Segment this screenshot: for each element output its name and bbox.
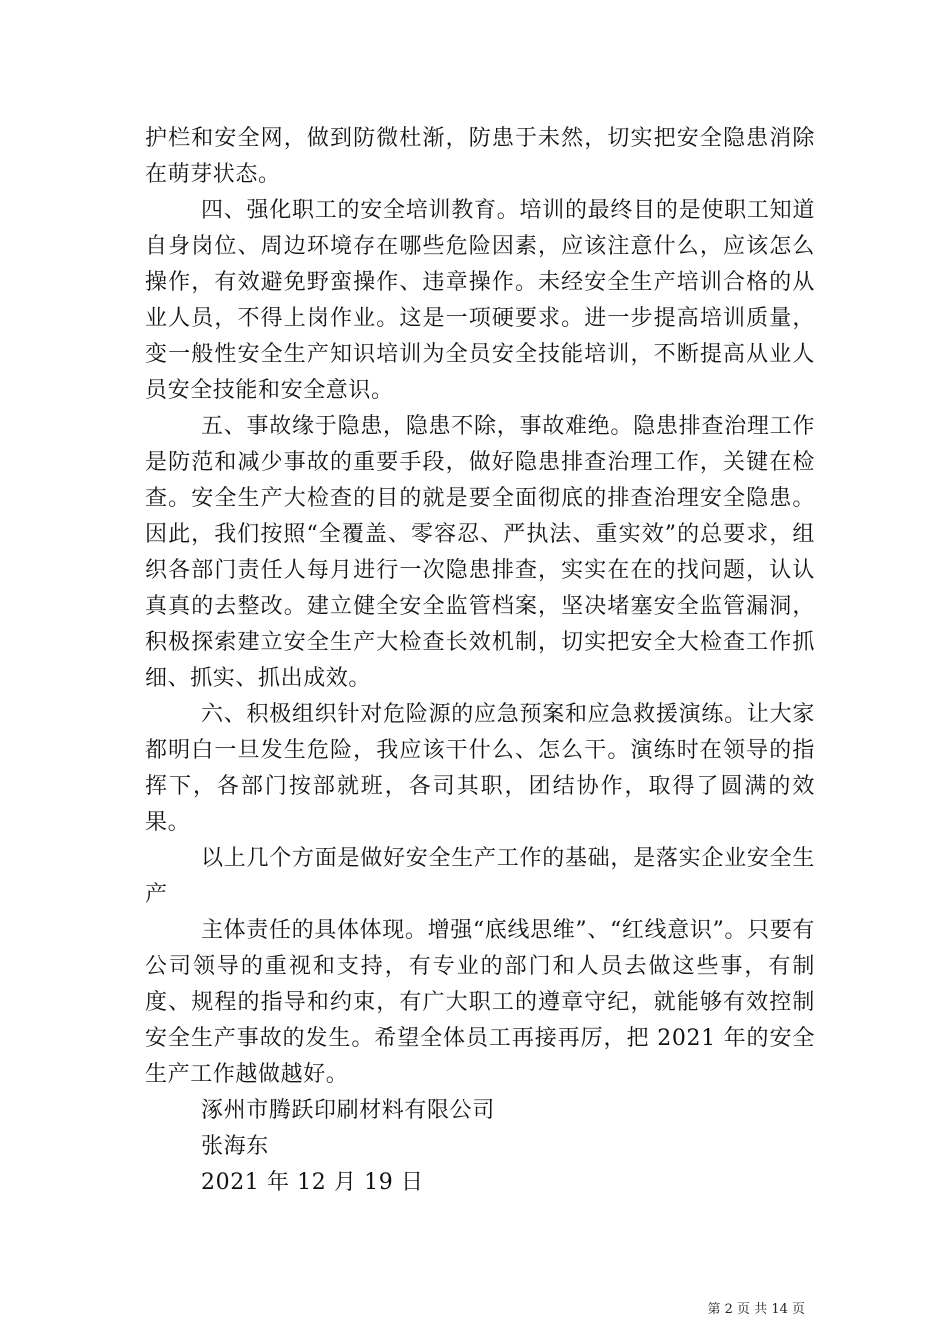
- paragraph-3: 五、事故缘于隐患，隐患不除，事故难绝。隐患排查治理工作是防范和减少事故的重要手段，做好隐患排查治理工作，关键在检查。安全生产大检查的目的就是要全面彻底的排查治理安全隐患。因此，我们按照“全覆盖、零容忍、严执法、重实效”的总要求，组织各部门责任人每月进行一次隐患排查，实实在在的找问题，认认真真的去整改。建立健全安全监管档案，坚决堵塞安全监管漏洞，积极探索建立安全生产大检查长效机制，切实把安全大检查工作抓细、抓实、抓出成效。: [145, 414, 815, 691]
- signature-company: 涿州市腾跃印刷材料有限公司: [201, 1098, 495, 1123]
- signature-date: 2021 年 12 月 19 日: [201, 1170, 424, 1195]
- paragraph-4: 六、积极组织针对危险源的应急预案和应急救援演练。让大家都明白一旦发生危险，我应该干什么、怎么干。演练时在领导的指挥下，各部门按部就班，各司其职，团结协作，取得了圆满的效果。: [145, 702, 815, 835]
- signature-name: 张海东: [201, 1134, 269, 1159]
- page-number-footer: 第 2 页 共 14 页: [707, 1302, 805, 1317]
- paragraph-2: 四、强化职工的安全培训教育。培训的最终目的是使职工知道自身岗位、周边环境存在哪些危险因素，应该注意什么，应该怎么操作，有效避免野蛮操作、违章操作。未经安全生产培训合格的从业人员，不得上岗作业。这是一项硬要求。进一步提高培训质量，变一般性安全生产知识培训为全员安全技能培训，不断提高从业人员安全技能和安全意识。: [145, 198, 815, 403]
- paragraph-6: 主体责任的具体体现。增强“底线思维”、“红线意识”。只要有公司领导的重视和支持，有专业的部门和人员去做这些事，有制度、规程的指导和约束，有广大职工的遵章守纪，就能够有效控制安全生产事故的发生。希望全体员工再接再厉，把 2021 年的安全生产工作越做越好。: [145, 918, 815, 1087]
- paragraph-5: 以上几个方面是做好安全生产工作的基础，是落实企业安全生产: [145, 846, 815, 907]
- paragraph-1: 护栏和安全网，做到防微杜渐，防患于未然，切实把安全隐患消除在萌芽状态。: [145, 126, 815, 187]
- document-body: [145, 121, 815, 1201]
